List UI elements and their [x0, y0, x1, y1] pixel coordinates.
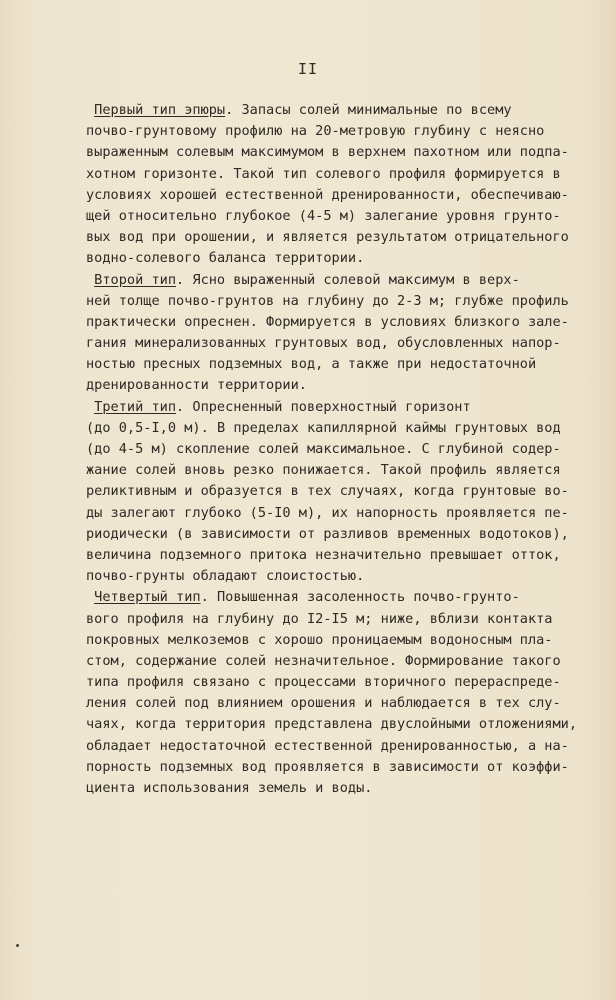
- paragraph-fourth-type-line: [86, 609, 553, 630]
- line-text: . Ясно выраженный солевой максимум в верх-: [176, 271, 520, 288]
- line-text: реликтивным и образуется в тех случаях, когда грунтовые во-: [86, 483, 569, 500]
- paragraph-third-type-line: [86, 566, 526, 587]
- paragraph-third-type-line: [86, 524, 569, 545]
- paragraph-third-type-line: [86, 397, 526, 418]
- paragraph-first-type-line: [86, 248, 526, 269]
- line-text: вых вод при орошении, и является результатом отрицательного: [86, 229, 569, 246]
- paragraph-fourth-type-line: [86, 778, 526, 799]
- line-text: типа профиля связано с процессами вторичного перераспреде-: [86, 674, 561, 691]
- line-text: гания минерализованных грунтовых вод, обусловленных напор-: [86, 335, 561, 352]
- line-text: жание солей вновь резко понижается. Такой профиль является: [86, 462, 561, 479]
- line-text: ды залегают глубоко (5-I0 м), их напорность проявляется пе-: [86, 504, 569, 521]
- line-text: (до 0,5-I,0 м). В пределах капиллярной каймы грунтовых вод: [86, 419, 561, 436]
- paragraph-third-type-line: [86, 439, 561, 460]
- line-text: почво-грунты обладают слоистостью.: [86, 568, 365, 585]
- paragraph-fourth-type-line: [86, 736, 569, 757]
- paragraph-second-type-line: [86, 291, 569, 312]
- paragraph-fourth-type-line: [86, 714, 578, 735]
- paragraph-fourth-type-line: [86, 672, 561, 693]
- line-text: риодически (в зависимости от разливов временных водотоков),: [86, 525, 569, 542]
- paragraph-second-type-line: [86, 375, 526, 396]
- paragraph-second-type-line: [86, 270, 526, 291]
- line-text: ления солей под влиянием орошения и наблюдается в тех слу-: [86, 695, 561, 712]
- paragraph-second-type-line: [86, 312, 569, 333]
- paragraph-fourth-type-line: [86, 587, 526, 608]
- paragraph-first-type-line: [86, 206, 561, 227]
- line-text: порность подземных вод проявляется в зависимости от коэффи-: [86, 758, 569, 775]
- paragraph-third-type-line: [86, 418, 561, 439]
- paragraph-first-type-line: [86, 142, 569, 163]
- line-text: стом, содержание солей незначительное. Формирование такого: [86, 652, 561, 669]
- paragraph-first-type-line: [86, 100, 526, 121]
- paragraph-heading: Четвертый тип: [94, 589, 201, 606]
- paragraph-fourth-type-line: [86, 651, 561, 672]
- paragraph-heading: Второй тип: [94, 271, 177, 288]
- line-text: величина подземного притока незначительно превышает отток,: [86, 546, 561, 563]
- paragraph-first-type-line: [86, 121, 545, 142]
- paragraph-second-type-line: [86, 333, 561, 354]
- paragraph-fourth-type-line: [86, 757, 569, 778]
- paragraph-heading: Третий тип: [94, 398, 177, 415]
- line-text: почво-грунтовому профилю на 20-метровую глубину с неясно: [86, 123, 545, 140]
- paragraph-heading: Первый тип эпюры: [94, 102, 226, 118]
- line-text: выраженным солевым максимумом в верхнем пахотном или подпа-: [86, 144, 569, 161]
- line-text: . Повышенная засоленность почво-грунто-: [200, 589, 520, 606]
- line-text: . Запасы солей минимальные по всему: [225, 102, 512, 118]
- line-text: обладает недостаточной естественной дренированностью, а на-: [86, 737, 569, 754]
- paragraph-second-type-line: [86, 354, 537, 375]
- line-text: вого профиля на глубину до I2-I5 м; ниже, вблизи контакта: [86, 610, 553, 627]
- line-text: практически опреснен. Формируется в условиях близкого зале-: [86, 313, 569, 330]
- paragraph-first-type-line: [86, 185, 569, 206]
- paragraph-first-type-line: [86, 164, 561, 185]
- paragraph-first-type-line: [86, 227, 569, 248]
- line-text: циента использования земель и воды.: [86, 780, 373, 796]
- line-text: чаях, когда территория представлена двуслойными отложениями,: [86, 716, 578, 733]
- line-text: ностью пресных подземных вод, а также при недостаточной: [86, 356, 537, 373]
- line-text: условиях хорошей естественной дренированности, обеспечиваю-: [86, 186, 569, 203]
- paragraph-fourth-type-line: [86, 693, 561, 714]
- ink-speck: [16, 944, 19, 947]
- paragraph-third-type-line: [86, 503, 569, 524]
- body-text: [86, 100, 578, 799]
- page-number: II: [297, 60, 319, 78]
- line-text: щей относительно глубокое (4-5 м) залегание уровня грунто-: [86, 207, 561, 224]
- line-text: (до 4-5 м) скопление солей максимальное. С глубиной содер-: [86, 441, 561, 457]
- paragraph-fourth-type-line: [86, 630, 553, 651]
- line-text: хотном горизонте. Такой тип солевого профиля формируется в: [86, 165, 561, 182]
- line-text: водно-солевого баланса территории.: [86, 250, 365, 267]
- paragraph-third-type-line: [86, 481, 569, 502]
- line-text: покровных мелкоземов с хорошо проницаемым водоносным пла-: [86, 631, 553, 648]
- paragraph-third-type-line: [86, 460, 561, 481]
- line-text: . Опресненный поверхностный горизонт: [176, 398, 471, 415]
- line-text: дренированности территории.: [86, 377, 307, 394]
- line-text: ней толще почво-грунтов на глубину до 2-3 м; глубже профиль: [86, 292, 569, 309]
- paragraph-third-type-line: [86, 545, 561, 566]
